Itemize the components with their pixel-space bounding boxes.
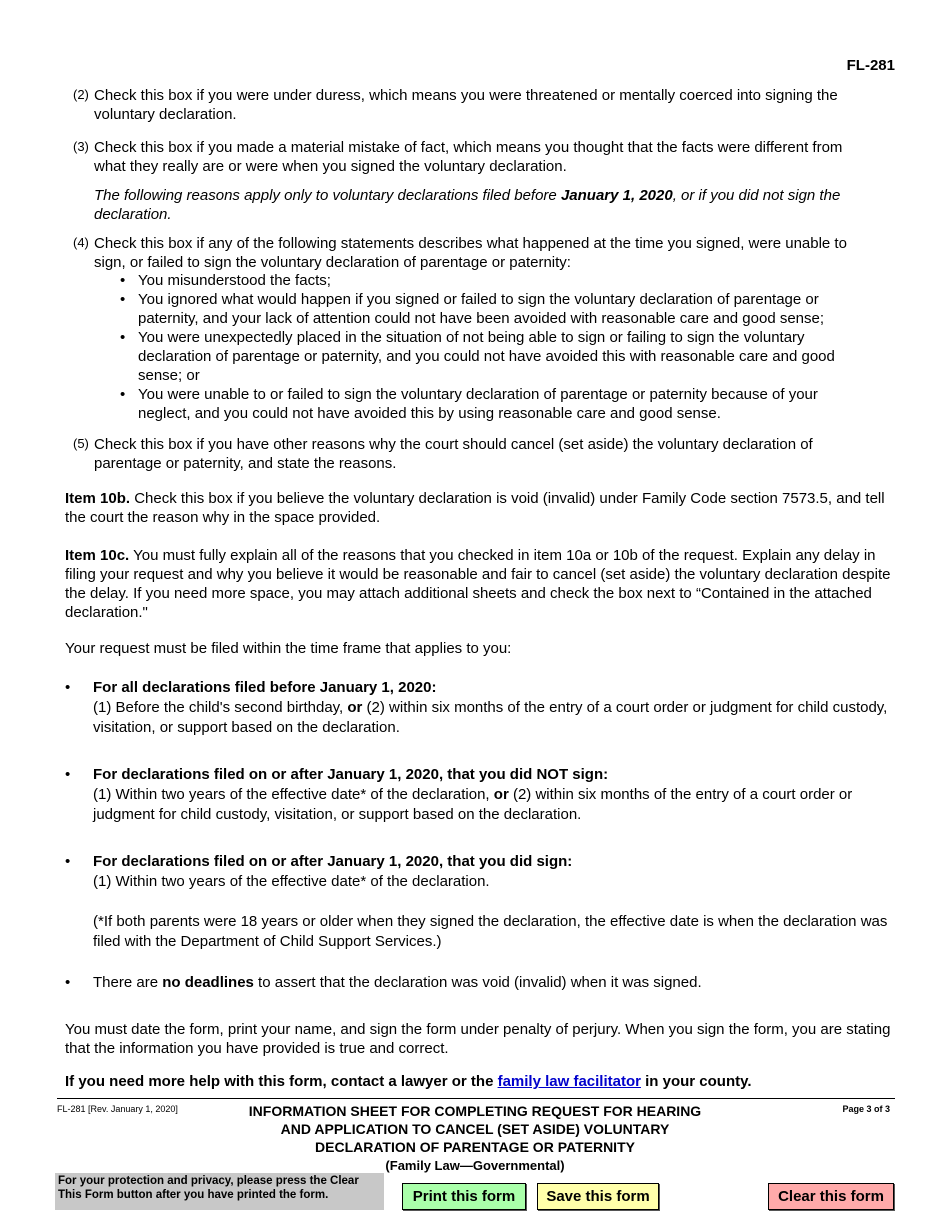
item-4-text: Check this box if any of the following statements describes what happened at the time you signed, were unable to sign, or failed to sign the voluntary declaration of parentage or paternity: bbox=[94, 235, 847, 271]
item-2 bbox=[73, 86, 873, 124]
item-4 bbox=[73, 234, 873, 272]
deadline-2: • For declarations filed on or after January 1, 2020, that you did NOT sign: (1) Within two years of the effective date* of the declaration, or (2) within six months of the entry of a court order or judgment for child custody, visitation, or support based on the declaration. bbox=[65, 766, 853, 823]
item-3-number: (3) bbox=[73, 139, 89, 154]
date-note: The following reasons apply only to voluntary declarations filed before January 1, 2020, or if you did not sign the declaration. bbox=[94, 187, 841, 223]
privacy-notice: For your protection and privacy, please press the Clear This Form button after you have printed the form. bbox=[55, 1173, 384, 1210]
clear-form-button[interactable]: Clear this form bbox=[768, 1183, 894, 1210]
form-code: FL-281 bbox=[846, 57, 895, 74]
timeframe-intro: Your request must be filed within the time frame that applies to you: bbox=[65, 640, 512, 657]
item-5 bbox=[73, 435, 873, 473]
page-number: Page 3 of 3 bbox=[842, 1104, 890, 1114]
footer-form-code: FL-281 [Rev. January 1, 2020] bbox=[57, 1104, 178, 1114]
item-4-number: (4) bbox=[73, 235, 89, 250]
footer-title: INFORMATION SHEET FOR COMPLETING REQUEST FOR HEARING AND APPLICATION TO CANCEL (SET ASIDE) VOLUNTARY DECLARATION OF PARENTAGE OR PATERNITY bbox=[248, 1103, 702, 1155]
sign-instructions: You must date the form, print your name, and sign the form under penalty of perjury. When you sign the form, you are stating that the information you have provided is true and correct. bbox=[65, 1021, 891, 1057]
item-3 bbox=[73, 138, 873, 176]
footer-subtitle: (Family Law—Governmental) bbox=[385, 1158, 565, 1173]
item-5-text: Check this box if you have other reasons why the court should cancel (set aside) the voluntary declaration of parentage or paternity, and state the reasons. bbox=[94, 436, 813, 472]
item-4-bullets bbox=[120, 271, 855, 423]
bullet-item: • You were unexpectedly placed in the situation of not being able to sign or failing to sign the voluntary declaration of parentage or paternity, and you could not have avoided this with reasonable care and good sense; or bbox=[120, 328, 855, 385]
print-form-button[interactable]: Print this form bbox=[402, 1183, 526, 1210]
deadline-4: • There are no deadlines to assert that the declaration was void (invalid) when it was signed. bbox=[65, 974, 702, 991]
save-form-button[interactable]: Save this form bbox=[537, 1183, 659, 1210]
bullet-item: • You were unable to or failed to sign the voluntary declaration of parentage or paternity because of your neglect, and you could not have avoided this by using reasonable care and good sense. bbox=[120, 385, 855, 423]
item-5-number: (5) bbox=[73, 436, 89, 451]
item-2-text: Check this box if you were under duress, which means you were threatened or mentally coerced into signing the voluntary declaration. bbox=[94, 87, 838, 123]
bullet-item: • You ignored what would happen if you signed or failed to sign the voluntary declaration of parentage or paternity, and your lack of attention could not have been avoided with reasonable care and good sense; bbox=[120, 290, 855, 328]
item-2-number: (2) bbox=[73, 87, 89, 102]
footer-rule bbox=[57, 1098, 895, 1099]
family-law-facilitator-link[interactable]: family law facilitator bbox=[497, 1073, 641, 1090]
bullet-item: • You misunderstood the facts; bbox=[120, 271, 855, 290]
help-line: If you need more help with this form, contact a lawyer or the family law facilitator in your county. bbox=[65, 1073, 752, 1090]
deadline-3: • For declarations filed on or after January 1, 2020, that you did sign: (1) Within two years of the effective date* of the declaration. (*If both parents were 18 years or older when they signed the declaration, the effective date is when the declaration was filed with the Department of Child Support Services.) bbox=[65, 853, 888, 950]
item-10c: Item 10c. You must fully explain all of the reasons that you checked in item 10a or 10b of the request. Explain any delay in filing your request and why you believe it would be reasonable and fair to cancel (set aside) the voluntary declaration despite the delay. If you need more space, you may attach additional sheets and check the box next to “Contained in the attached declaration." bbox=[65, 547, 891, 621]
item-10b: Item 10b. Check this box if you believe the voluntary declaration is void (invalid) under Family Code section 7573.5, and tell the court the reason why in the space provided. bbox=[65, 490, 885, 526]
deadline-1: • For all declarations filed before January 1, 2020: (1) Before the child's second birthday, or (2) within six months of the entry of a court order or judgment for child custody, visitation, or support based on the declaration. bbox=[65, 679, 888, 736]
item-3-text: Check this box if you made a material mistake of fact, which means you thought that the facts were different from what they really are or were when you signed the voluntary declaration. bbox=[94, 139, 843, 175]
